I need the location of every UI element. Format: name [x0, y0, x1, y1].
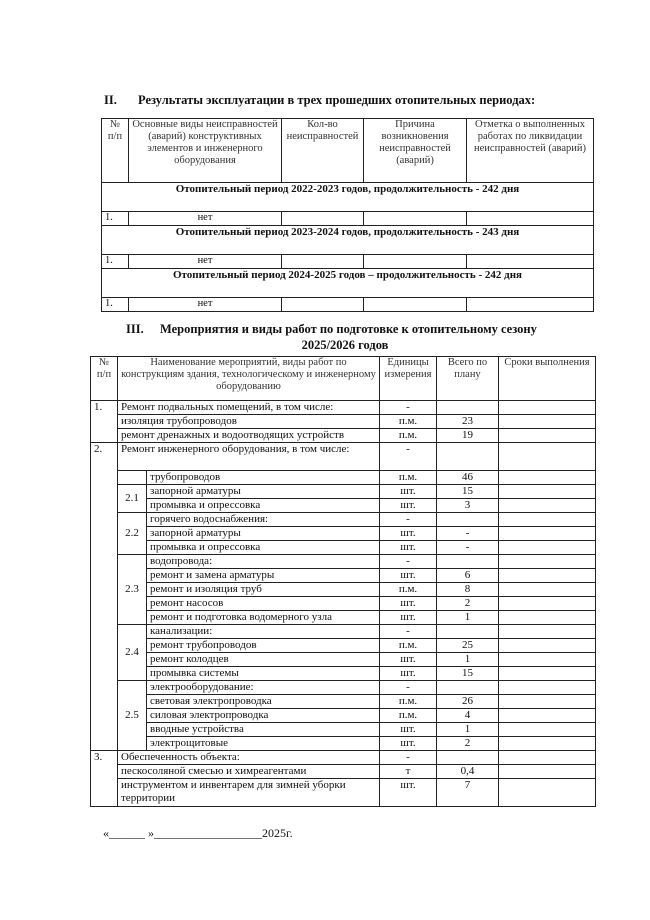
col-header-deadline: Сроки выполнения — [499, 357, 596, 401]
section-3-title — [126, 322, 537, 337]
planned-qty: 8 — [437, 583, 499, 597]
deadline-cell — [499, 779, 596, 807]
section-3-number: III. — [126, 322, 144, 336]
deadline-cell — [499, 471, 596, 485]
work-name: инструментом и инвентарем для зимней уборки территории — [118, 779, 380, 807]
deadline-cell — [499, 443, 596, 471]
work-name: Ремонт подвальных помещений, в том числе: — [118, 401, 380, 415]
results-table-header — [102, 119, 594, 183]
table-row — [91, 583, 596, 597]
col-header-planned: Всего по плану — [437, 357, 499, 401]
work-name: ремонт и изоляция труб — [147, 583, 380, 597]
sub-number — [118, 471, 147, 485]
unit-cell: шт. — [380, 485, 437, 499]
row-number: 3. — [91, 751, 118, 807]
deadline-cell — [499, 737, 596, 751]
table-row — [91, 709, 596, 723]
deadline-cell — [499, 499, 596, 513]
table-row — [91, 443, 596, 471]
period-title: Отопительный период 2023-2024 годов, продолжительность - 243 дня — [102, 226, 594, 255]
planned-qty: - — [437, 527, 499, 541]
work-name: силовая электропроводка — [147, 709, 380, 723]
planned-qty — [437, 555, 499, 569]
unit-cell: п.м. — [380, 471, 437, 485]
work-name: вводные устройства — [147, 723, 380, 737]
unit-cell: шт. — [380, 597, 437, 611]
planned-qty — [437, 751, 499, 765]
unit-cell: - — [380, 443, 437, 471]
row-number: 1. — [102, 212, 129, 226]
table-row — [91, 639, 596, 653]
col-header-fault-types: Основные виды неисправностей (аварий) конструктивных элементов и инженерного оборудования — [129, 119, 282, 183]
work-name: канализации: — [147, 625, 380, 639]
unit-cell: - — [380, 555, 437, 569]
work-name: световая электропроводка — [147, 695, 380, 709]
table-row — [91, 471, 596, 485]
planned-qty: 7 — [437, 779, 499, 807]
table-row — [91, 681, 596, 695]
deadline-cell — [499, 485, 596, 499]
row-number: 1. — [102, 255, 129, 269]
table-row — [91, 485, 596, 499]
unit-cell: - — [380, 513, 437, 527]
deadline-cell — [499, 681, 596, 695]
unit-cell: шт. — [380, 667, 437, 681]
unit-cell: шт. — [380, 569, 437, 583]
row-number: 1. — [91, 401, 118, 443]
table-row — [91, 765, 596, 779]
period-title: Отопительный период 2024-2025 годов – продолжительность - 242 дня — [102, 269, 594, 298]
table-row — [102, 212, 594, 226]
work-name: запорной арматуры — [147, 527, 380, 541]
results-table — [101, 118, 594, 312]
table-row — [91, 667, 596, 681]
planned-qty: 19 — [437, 429, 499, 443]
work-name: промывка системы — [147, 667, 380, 681]
work-name: ремонт и подготовка водомерного узла — [147, 611, 380, 625]
date-line: «______ »__________________2025г. — [103, 826, 293, 840]
table-row — [91, 737, 596, 751]
table-row — [91, 499, 596, 513]
unit-cell: п.м. — [380, 695, 437, 709]
sub-number: 2.4 — [118, 625, 147, 681]
col-header-num: № п/п — [102, 119, 129, 183]
work-name: ремонт дренажных и водоотводящих устройств — [118, 429, 380, 443]
works-table — [90, 356, 596, 807]
table-row — [91, 527, 596, 541]
table-row — [91, 429, 596, 443]
work-name: ремонт насосов — [147, 597, 380, 611]
planned-qty: 2 — [437, 737, 499, 751]
work-name: пескосоляной смесью и химреагентами — [118, 765, 380, 779]
table-row — [91, 415, 596, 429]
deadline-cell — [499, 415, 596, 429]
works-table-header — [91, 357, 596, 401]
deadline-cell — [499, 401, 596, 415]
section-2-title — [104, 93, 535, 108]
table-row — [91, 779, 596, 807]
col-header-cause: Причина возникновения неисправностей (аварий) — [364, 119, 467, 183]
col-header-num: № п/п — [91, 357, 118, 401]
section-2-heading: Результаты эксплуатации в трех прошедших отопительных периодах: — [138, 93, 536, 107]
unit-cell: п.м. — [380, 583, 437, 597]
unit-cell: шт. — [380, 653, 437, 667]
planned-qty — [437, 625, 499, 639]
table-row — [91, 401, 596, 415]
unit-cell: - — [380, 681, 437, 695]
deadline-cell — [499, 751, 596, 765]
planned-qty: 4 — [437, 709, 499, 723]
work-name: промывка и опрессовка — [147, 499, 380, 513]
planned-qty: 15 — [437, 667, 499, 681]
sub-number: 2.1 — [118, 485, 147, 513]
col-header-work-done: Отметка о выполненных работах по ликвидации неисправностей (аварий) — [467, 119, 594, 183]
deadline-cell — [499, 429, 596, 443]
planned-qty: 6 — [437, 569, 499, 583]
planned-qty: 3 — [437, 499, 499, 513]
deadline-cell — [499, 695, 596, 709]
unit-cell: шт. — [380, 541, 437, 555]
work-name: электрощитовые — [147, 737, 380, 751]
deadline-cell — [499, 611, 596, 625]
deadline-cell — [499, 723, 596, 737]
section-3-subtitle: 2025/2026 годов — [301, 338, 389, 352]
planned-qty — [437, 443, 499, 471]
deadline-cell — [499, 569, 596, 583]
unit-cell: шт. — [380, 527, 437, 541]
work-name: ремонт и замена арматуры — [147, 569, 380, 583]
col-header-count: Кол-во неисправностей — [282, 119, 364, 183]
table-row — [91, 751, 596, 765]
deadline-cell — [499, 709, 596, 723]
planned-qty — [437, 681, 499, 695]
planned-qty — [437, 401, 499, 415]
unit-cell: шт. — [380, 723, 437, 737]
work-name: водопровода: — [147, 555, 380, 569]
work-name: изоляция трубопроводов — [118, 415, 380, 429]
period-row — [102, 183, 594, 212]
work-name: ремонт трубопроводов — [147, 639, 380, 653]
planned-qty: 25 — [437, 639, 499, 653]
planned-qty: 0,4 — [437, 765, 499, 779]
planned-qty: - — [437, 541, 499, 555]
table-row — [91, 541, 596, 555]
planned-qty: 23 — [437, 415, 499, 429]
work-name: Ремонт инженерного оборудования, в том числе: — [118, 443, 380, 471]
row-text: нет — [129, 298, 282, 312]
table-row — [91, 625, 596, 639]
work-name: ремонт колодцев — [147, 653, 380, 667]
unit-cell: п.м. — [380, 415, 437, 429]
deadline-cell — [499, 653, 596, 667]
table-row — [91, 695, 596, 709]
row-text: нет — [129, 212, 282, 226]
work-name: трубопроводов — [147, 471, 380, 485]
unit-cell: - — [380, 625, 437, 639]
planned-qty — [437, 513, 499, 527]
table-row — [91, 653, 596, 667]
work-name: электрооборудование: — [147, 681, 380, 695]
deadline-cell — [499, 597, 596, 611]
planned-qty: 26 — [437, 695, 499, 709]
deadline-cell — [499, 583, 596, 597]
unit-cell: шт. — [380, 779, 437, 807]
unit-cell: шт. — [380, 611, 437, 625]
table-row — [91, 597, 596, 611]
deadline-cell — [499, 555, 596, 569]
work-name: промывка и опрессовка — [147, 541, 380, 555]
table-row — [91, 555, 596, 569]
row-number: 1. — [102, 298, 129, 312]
deadline-cell — [499, 765, 596, 779]
unit-cell: шт. — [380, 499, 437, 513]
planned-qty: 1 — [437, 653, 499, 667]
unit-cell: п.м. — [380, 639, 437, 653]
deadline-cell — [499, 639, 596, 653]
table-row — [102, 255, 594, 269]
planned-qty: 1 — [437, 611, 499, 625]
sub-number: 2.3 — [118, 555, 147, 625]
period-row — [102, 226, 594, 255]
work-name: запорной арматуры — [147, 485, 380, 499]
section-3-heading: Мероприятия и виды работ по подготовке к отопительному сезону — [160, 322, 537, 336]
col-header-work-name: Наименование мероприятий, виды работ по конструкциям здания, технологическому и инженерному оборудованию — [118, 357, 380, 401]
planned-qty: 1 — [437, 723, 499, 737]
unit-cell: п.м. — [380, 429, 437, 443]
work-name: Обеспеченность объекта: — [118, 751, 380, 765]
period-row — [102, 269, 594, 298]
work-name: горячего водоснабжения: — [147, 513, 380, 527]
planned-qty: 15 — [437, 485, 499, 499]
table-row — [91, 723, 596, 737]
deadline-cell — [499, 513, 596, 527]
deadline-cell — [499, 625, 596, 639]
unit-cell: п.м. — [380, 709, 437, 723]
planned-qty: 2 — [437, 597, 499, 611]
period-title: Отопительный период 2022-2023 годов, продолжительность - 242 дня — [102, 183, 594, 212]
sub-number: 2.5 — [118, 681, 147, 751]
deadline-cell — [499, 667, 596, 681]
unit-cell: - — [380, 401, 437, 415]
deadline-cell — [499, 541, 596, 555]
col-header-unit: Единицы измерения — [380, 357, 437, 401]
table-row — [102, 298, 594, 312]
unit-cell: шт. — [380, 737, 437, 751]
deadline-cell — [499, 527, 596, 541]
table-row — [91, 513, 596, 527]
planned-qty: 46 — [437, 471, 499, 485]
table-row — [91, 569, 596, 583]
table-row — [91, 611, 596, 625]
section-2-number: II. — [104, 93, 117, 107]
unit-cell: т — [380, 765, 437, 779]
sub-number: 2.2 — [118, 513, 147, 555]
row-text: нет — [129, 255, 282, 269]
row-number: 2. — [91, 443, 118, 751]
unit-cell: - — [380, 751, 437, 765]
